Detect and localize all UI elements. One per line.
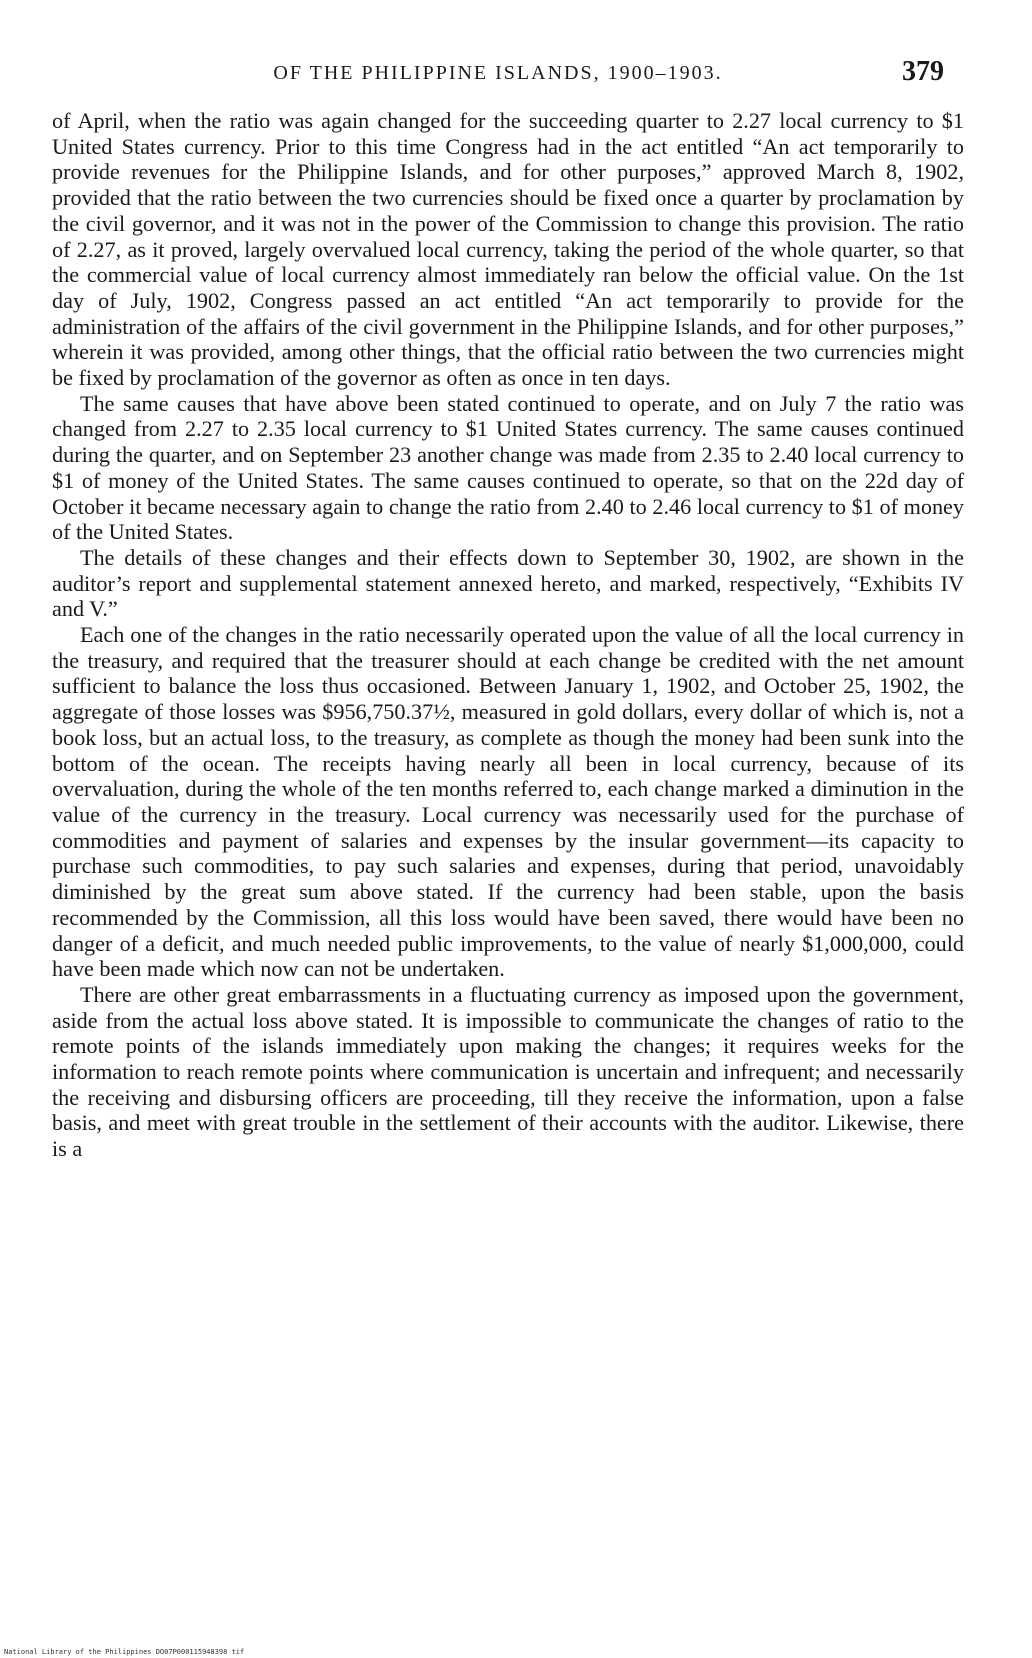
paragraph: The same causes that have above been stated continued to operate, and on July 7 the ratio was changed from 2.27 to 2.35 local currency to $1 United States currency. The same causes continued during the quarter, and on September 23 another change was made from 2.35 to 2.40 local currency to $1 of money of the United States. The same causes continued to operate, so that on the 22d day of October it became necessary again to change the ratio from 2.40 to 2.46 local currency to $1 of money of the United States. bbox=[52, 390, 964, 545]
page-number: 379 bbox=[902, 56, 944, 87]
paragraph: The details of these changes and their effects down to September 30, 1902, are shown in the auditor’s report and supplemental statement annexed hereto, and marked, respectively, “Exhibits IV and V.” bbox=[52, 544, 964, 622]
running-head: OF THE PHILIPPINE ISLANDS, 1900–1903. bbox=[273, 62, 723, 84]
paragraph: There are other great embarrassments in a fluctuating currency as imposed upon the government, aside from the actual loss above stated. It is impossible to communicate the changes of ratio to the remote points of the islands immediately upon making the changes; it requires weeks for the information to reach remote points where communication is uncertain and infrequent; and necessarily the receiving and disbursing officers are proceeding, till they receive the information, upon a false basis, and meet with great trouble in the settlement of their accounts with the auditor. Likewise, there is a bbox=[52, 981, 964, 1162]
paragraph: of April, when the ratio was again changed for the succeeding quarter to 2.27 local currency to $1 United States currency. Prior to this time Congress had in the act entitled “An act temporarily to provide revenues for the Philippine Islands, and for other purposes,” approved March 8, 1902, provided that the ratio between the two currencies should be fixed once a quarter by proclamation by the civil governor, and it was not in the power of the Commission to change this provision. The ratio of 2.27, as it proved, largely overvalued local currency, taking the period of the whole quarter, so that the commercial value of local currency almost immediately ran below the official value. On the 1st day of July, 1902, Congress passed an act entitled “An act temporarily to provide for the administration of the affairs of the civil government in the Philippine Islands, and for other purposes,” wherein it was provided, among other things, that the official ratio between the two currencies might be fixed by proclamation of the governor as often as once in ten days. bbox=[52, 108, 964, 391]
body-text bbox=[52, 108, 964, 1162]
page-header bbox=[52, 52, 944, 92]
paragraph: Each one of the changes in the ratio necessarily operated upon the value of all the local currency in the treasury, and required that the treasurer should at each change be credited with the net amount sufficient to balance the loss thus occasioned. Between January 1, 1902, and October 25, 1902, the aggregate of those losses was $956,750.37½, measured in gold dollars, every dollar of which is, not a book loss, but an actual loss, to the treasury, as complete as though the money had been sunk into the bottom of the ocean. The receipts having nearly all been in local currency, because of its overvaluation, during the whole of the ten months referred to, each change marked a diminution in the value of the currency in the treasury. Local currency was necessarily used for the purchase of commodities and payment of salaries and expenses by the insular government—its capacity to purchase such commodities, to pay such salaries and expenses, during that period, unavoidably diminished by the great sum above stated. If the currency had been stable, upon the basis recommended by the Commission, all this loss would have been saved, there would have been no danger of a deficit, and much needed public improvements, to the value of nearly $1,000,000, could have been made which now can not be undertaken. bbox=[52, 622, 964, 982]
scan-footer-label: National Library of the Philippines DO07P000115948398 tif bbox=[4, 1648, 245, 1656]
